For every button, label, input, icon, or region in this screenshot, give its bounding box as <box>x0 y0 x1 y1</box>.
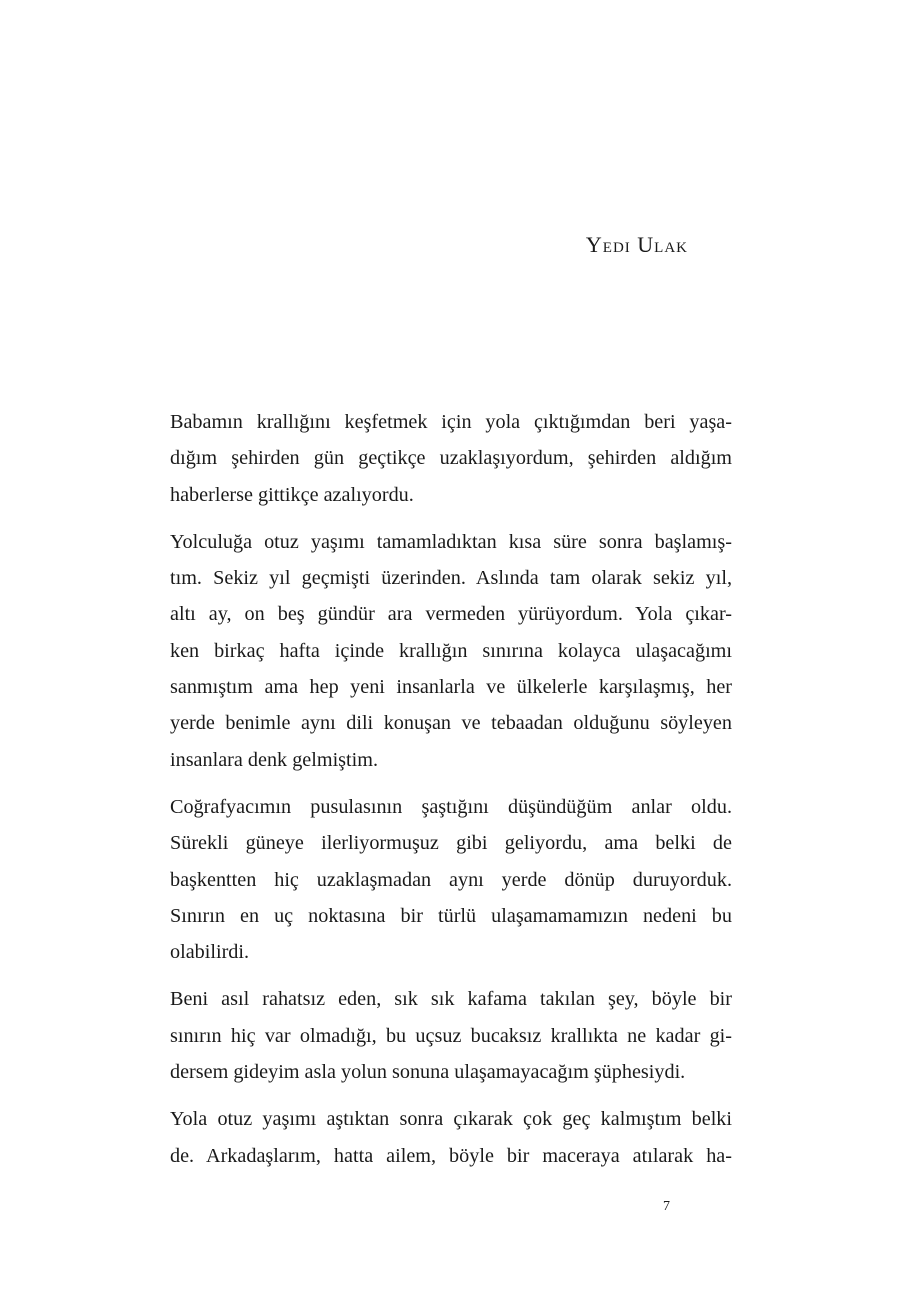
text-line: Yolculuğa otuz yaşımı tamamladıktan kısa süre sonra başlamış- <box>170 530 732 553</box>
paragraph <box>170 1101 732 1174</box>
text-line: haberlerse gittikçe azalıyordu. <box>170 483 414 506</box>
chapter-title: Yedi Ulak <box>585 232 688 257</box>
text-line: dığım şehirden gün geçtikçe uzaklaşıyordum, şehirden aldığım <box>170 447 732 470</box>
text-line: de. Arkadaşlarım, hatta ailem, böyle bir maceraya atılarak ha- <box>170 1144 732 1167</box>
text-line: olabilirdi. <box>170 941 250 964</box>
text-line: başkentten hiç uzaklaşmadan aynı yerde dönüp duruyorduk. <box>170 868 732 891</box>
page-number: 7 <box>663 1199 670 1214</box>
text-line: Babamın krallığını keşfetmek için yola çıktığımdan beri yaşa- <box>170 411 732 433</box>
text-line: tım. Sekiz yıl geçmişti üzerinden. Aslında tam olarak sekiz yıl, <box>170 567 732 590</box>
text-line: Yola otuz yaşımı aştıktan sonra çıkarak çok geç kalmıştım belki <box>170 1108 732 1131</box>
paragraph <box>170 981 732 1090</box>
body-text <box>170 404 732 1185</box>
paragraph <box>170 524 732 778</box>
text-line: altı ay, on beş gündür ara vermeden yürüyordum. Yola çıkar- <box>170 603 732 626</box>
text-line: insanlara denk gelmiştim. <box>170 748 378 771</box>
paragraph <box>170 404 732 513</box>
text-line: sınırın hiç var olmadığı, bu uçsuz bucaksız krallıkta ne kadar gi- <box>170 1024 732 1047</box>
text-line: yerde benimle aynı dili konuşan ve tebaadan olduğunu söyleyen <box>170 712 732 735</box>
text-line: ken birkaç hafta içinde krallığın sınırına kolayca ulaşacağımı <box>170 639 732 662</box>
text-line: sanmıştım ama hep yeni insanlarla ve ülkelerle karşılaşmış, her <box>170 676 732 699</box>
text-line: Sürekli güneye ilerliyormuşuz gibi geliyordu, ama belki de <box>170 832 732 855</box>
paragraph <box>170 789 732 970</box>
text-line: dersem gideyim asla yolun sonuna ulaşamayacağım şüphesiydi. <box>170 1061 686 1084</box>
text-line: Coğrafyacımın pusulasının şaştığını düşündüğüm anlar oldu. <box>170 795 732 818</box>
text-line: Sınırın en uç noktasına bir türlü ulaşamamamızın nedeni bu <box>170 904 732 927</box>
text-line: Beni asıl rahatsız eden, sık sık kafama takılan şey, böyle bir <box>170 988 732 1011</box>
